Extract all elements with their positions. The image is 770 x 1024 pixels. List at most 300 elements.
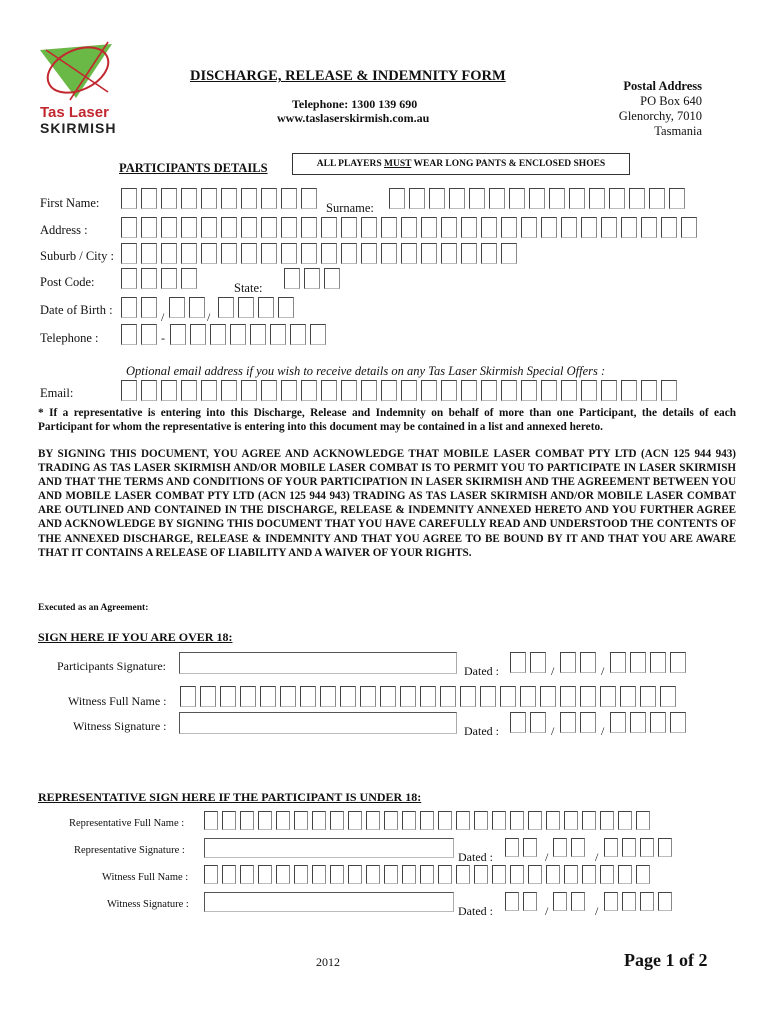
char-box[interactable] bbox=[521, 217, 537, 238]
over18-heading: SIGN HERE IF YOU ARE OVER 18: bbox=[38, 630, 233, 644]
witness-name-label: Witness Full Name : bbox=[68, 694, 167, 708]
notice-post: WEAR LONG PANTS & ENCLOSED SHOES bbox=[411, 159, 606, 169]
char-box[interactable] bbox=[366, 811, 380, 830]
participant-signature-box[interactable] bbox=[179, 652, 457, 674]
char-box[interactable] bbox=[681, 217, 697, 238]
char-box[interactable] bbox=[221, 188, 237, 209]
char-box[interactable] bbox=[640, 686, 656, 707]
char-box[interactable] bbox=[141, 297, 157, 318]
char-box[interactable] bbox=[258, 297, 274, 318]
telephone-dash: - bbox=[161, 331, 165, 345]
char-box[interactable] bbox=[181, 268, 197, 289]
char-box[interactable] bbox=[141, 324, 157, 345]
char-box[interactable] bbox=[636, 865, 650, 884]
rep-witness-date-year[interactable] bbox=[604, 892, 676, 911]
char-box[interactable] bbox=[204, 811, 218, 830]
char-box[interactable] bbox=[600, 811, 614, 830]
char-box[interactable] bbox=[492, 865, 506, 884]
rep-witness-signature-label: Witness Signature : bbox=[107, 899, 189, 910]
char-box[interactable] bbox=[461, 380, 477, 401]
char-box[interactable] bbox=[301, 380, 317, 401]
char-box[interactable] bbox=[529, 188, 545, 209]
char-box[interactable] bbox=[620, 686, 636, 707]
witness-date-month[interactable] bbox=[560, 712, 600, 733]
page-number: Page 1 of 2 bbox=[624, 950, 708, 970]
agreement-text: BY SIGNING THIS DOCUMENT, YOU AGREE AND ACKNOWLEDGE THAT MOBILE LASER COMBAT PTY LTD (ACN 125 944 943) TRADING AS TAS LASER SKIRMISH AND/OR MOBILE LASER COMBAT IS TO PERMIT YOU TO PARTICIPATE IN LASER SKIRMISH AND THAT THE TERMS AND CONDITIONS OF YOUR PARTICIPATION IN LASER SKIRMISH AND THE AGREEMENT BETWEEN YOU AND MOBILE LASER COMBAT PTY LTD (ACN 125 944 943) TRADING AS TAS LASER SKIRMISH AND/OR MOBILE LASER COMBAT ARE OUTLINED AND CONTAINED IN THE DISCHARGE, RELEASE & INDEMNITY ANNEXED HERETO AND YOU FURTHER AGREE AND ACKNOWLEDGE BY SIGNING THIS DOCUMENT THAT YOU HAVE CAREFULLY READ AND UNDERSTOOD THE CONTENTS OF THE ANNEXED DISCHARGE, RELEASE & INDEMNITY AND THAT YOU AGREE TO BE BOUND BY IT AND THAT YOU ARE AWARE THAT IT CONTAINS A RELEASE OF LIABILITY AND A WAIVER OF YOUR RIGHTS. bbox=[38, 448, 736, 559]
char-box[interactable] bbox=[610, 712, 626, 733]
char-box[interactable] bbox=[580, 712, 596, 733]
rep-date-day[interactable] bbox=[505, 838, 541, 857]
char-box[interactable] bbox=[440, 686, 456, 707]
char-box[interactable] bbox=[500, 686, 516, 707]
char-box[interactable] bbox=[281, 188, 297, 209]
dob-slash-1: / bbox=[161, 310, 165, 324]
char-box[interactable] bbox=[221, 217, 237, 238]
char-box[interactable] bbox=[461, 217, 477, 238]
char-box[interactable] bbox=[310, 324, 326, 345]
state-label: State: bbox=[234, 281, 263, 295]
char-box[interactable] bbox=[560, 686, 576, 707]
char-box[interactable] bbox=[324, 268, 340, 289]
char-box[interactable] bbox=[141, 188, 157, 209]
char-box[interactable] bbox=[181, 243, 197, 264]
char-box[interactable] bbox=[238, 297, 254, 318]
char-box[interactable] bbox=[510, 652, 526, 673]
char-box[interactable] bbox=[421, 243, 437, 264]
char-box[interactable] bbox=[180, 686, 196, 707]
char-box[interactable] bbox=[161, 243, 177, 264]
char-box[interactable] bbox=[121, 297, 137, 318]
char-box[interactable] bbox=[221, 380, 237, 401]
char-box[interactable] bbox=[456, 865, 470, 884]
char-box[interactable] bbox=[341, 217, 357, 238]
char-box[interactable] bbox=[241, 380, 257, 401]
website-text: www.taslaserskirmish.com.au bbox=[277, 111, 430, 125]
witness-name-boxes[interactable] bbox=[180, 686, 680, 707]
char-box[interactable] bbox=[312, 811, 326, 830]
char-box[interactable] bbox=[530, 712, 546, 733]
char-box[interactable] bbox=[456, 811, 470, 830]
rep-signature-box[interactable] bbox=[204, 838, 454, 858]
char-box[interactable] bbox=[261, 380, 277, 401]
char-box[interactable] bbox=[189, 297, 205, 318]
char-box[interactable] bbox=[604, 838, 618, 857]
char-box[interactable] bbox=[409, 188, 425, 209]
char-box[interactable] bbox=[190, 324, 206, 345]
char-box[interactable] bbox=[658, 838, 672, 857]
char-box[interactable] bbox=[438, 811, 452, 830]
char-box[interactable] bbox=[221, 243, 237, 264]
char-box[interactable] bbox=[402, 811, 416, 830]
char-box[interactable] bbox=[201, 243, 217, 264]
surname-boxes[interactable] bbox=[389, 188, 689, 209]
participant-date-slash-1: / bbox=[551, 664, 555, 678]
char-box[interactable] bbox=[560, 652, 576, 673]
char-box[interactable] bbox=[241, 243, 257, 264]
char-box[interactable] bbox=[141, 243, 157, 264]
char-box[interactable] bbox=[618, 811, 632, 830]
participant-date-year[interactable] bbox=[610, 652, 690, 673]
char-box[interactable] bbox=[528, 811, 542, 830]
char-box[interactable] bbox=[161, 380, 177, 401]
char-box[interactable] bbox=[510, 811, 524, 830]
char-box[interactable] bbox=[541, 217, 557, 238]
char-box[interactable] bbox=[501, 243, 517, 264]
witness-signature-label: Witness Signature : bbox=[73, 719, 167, 733]
char-box[interactable] bbox=[438, 865, 452, 884]
char-box[interactable] bbox=[161, 188, 177, 209]
char-box[interactable] bbox=[649, 188, 665, 209]
char-box[interactable] bbox=[505, 892, 519, 911]
char-box[interactable] bbox=[469, 188, 485, 209]
under18-heading: REPRESENTATIVE SIGN HERE IF THE PARTICIPANT IS UNDER 18: bbox=[38, 790, 422, 804]
char-box[interactable] bbox=[169, 297, 185, 318]
char-box[interactable] bbox=[441, 217, 457, 238]
state-boxes[interactable] bbox=[284, 268, 344, 289]
char-box[interactable] bbox=[220, 686, 236, 707]
char-box[interactable] bbox=[561, 380, 577, 401]
char-box[interactable] bbox=[650, 712, 666, 733]
char-box[interactable] bbox=[230, 324, 246, 345]
rep-signature-label: Representative Signature : bbox=[74, 845, 185, 856]
char-box[interactable] bbox=[141, 268, 157, 289]
witness-date-year[interactable] bbox=[610, 712, 690, 733]
rep-name-label: Representative Full Name : bbox=[69, 818, 185, 829]
char-box[interactable] bbox=[400, 686, 416, 707]
char-box[interactable] bbox=[381, 217, 397, 238]
char-box[interactable] bbox=[330, 865, 344, 884]
suburb-boxes[interactable] bbox=[121, 243, 521, 264]
dob-slash-2: / bbox=[207, 310, 211, 324]
char-box[interactable] bbox=[546, 811, 560, 830]
char-box[interactable] bbox=[609, 188, 625, 209]
char-box[interactable] bbox=[571, 892, 585, 911]
char-box[interactable] bbox=[210, 324, 226, 345]
char-box[interactable] bbox=[181, 188, 197, 209]
char-box[interactable] bbox=[553, 892, 567, 911]
representative-note: * If a representative is entering into this Discharge, Release and Indemnity on behalf of more than one Participant, the details of each Participant for whom the representative is entering into this document may be contained in a list and annexed hereto. bbox=[38, 407, 736, 433]
rep-witness-name-boxes[interactable] bbox=[204, 865, 654, 884]
char-box[interactable] bbox=[241, 188, 257, 209]
char-box[interactable] bbox=[381, 243, 397, 264]
char-box[interactable] bbox=[320, 686, 336, 707]
postal-address bbox=[619, 79, 702, 139]
char-box[interactable] bbox=[600, 686, 616, 707]
char-box[interactable] bbox=[240, 811, 254, 830]
char-box[interactable] bbox=[420, 811, 434, 830]
char-box[interactable] bbox=[474, 811, 488, 830]
char-box[interactable] bbox=[581, 217, 597, 238]
char-box[interactable] bbox=[361, 217, 377, 238]
char-box[interactable] bbox=[300, 686, 316, 707]
char-box[interactable] bbox=[571, 838, 585, 857]
char-box[interactable] bbox=[276, 811, 290, 830]
char-box[interactable] bbox=[421, 380, 437, 401]
char-box[interactable] bbox=[261, 217, 277, 238]
char-box[interactable] bbox=[581, 380, 597, 401]
email-boxes[interactable] bbox=[121, 380, 681, 401]
char-box[interactable] bbox=[640, 838, 654, 857]
char-box[interactable] bbox=[441, 380, 457, 401]
dob-day-boxes[interactable] bbox=[121, 297, 161, 318]
char-box[interactable] bbox=[222, 811, 236, 830]
rep-witness-name-label: Witness Full Name : bbox=[102, 872, 189, 883]
char-box[interactable] bbox=[622, 838, 636, 857]
char-box[interactable] bbox=[641, 380, 657, 401]
char-box[interactable] bbox=[348, 865, 362, 884]
first-name-boxes[interactable] bbox=[121, 188, 321, 209]
char-box[interactable] bbox=[181, 380, 197, 401]
char-box[interactable] bbox=[622, 892, 636, 911]
first-name-label: First Name: bbox=[40, 196, 100, 210]
footer-year: 2012 bbox=[316, 955, 340, 969]
optional-email-note: Optional email address if you wish to receive details on any Tas Laser Skirmish Special Offers : bbox=[126, 364, 606, 378]
char-box[interactable] bbox=[640, 892, 654, 911]
char-box[interactable] bbox=[201, 188, 217, 209]
char-box[interactable] bbox=[492, 811, 506, 830]
char-box[interactable] bbox=[170, 324, 186, 345]
participant-date-day[interactable] bbox=[510, 652, 550, 673]
participant-dated-label: Dated : bbox=[464, 664, 499, 678]
char-box[interactable] bbox=[276, 865, 290, 884]
char-box[interactable] bbox=[621, 380, 637, 401]
char-box[interactable] bbox=[528, 865, 542, 884]
char-box[interactable] bbox=[141, 380, 157, 401]
rep-witness-date-month[interactable] bbox=[553, 892, 589, 911]
char-box[interactable] bbox=[560, 712, 576, 733]
char-box[interactable] bbox=[201, 380, 217, 401]
char-box[interactable] bbox=[582, 811, 596, 830]
char-box[interactable] bbox=[505, 838, 519, 857]
char-box[interactable] bbox=[449, 188, 465, 209]
char-box[interactable] bbox=[281, 217, 297, 238]
char-box[interactable] bbox=[630, 652, 646, 673]
char-box[interactable] bbox=[523, 838, 537, 857]
char-box[interactable] bbox=[540, 686, 556, 707]
witness-date-day[interactable] bbox=[510, 712, 550, 733]
char-box[interactable] bbox=[384, 811, 398, 830]
surname-label: Surname: bbox=[326, 201, 374, 215]
char-box[interactable] bbox=[401, 217, 417, 238]
postal-line3: Tasmania bbox=[654, 124, 702, 138]
char-box[interactable] bbox=[301, 217, 317, 238]
rep-name-boxes[interactable] bbox=[204, 811, 654, 830]
char-box[interactable] bbox=[278, 297, 294, 318]
char-box[interactable] bbox=[240, 686, 256, 707]
char-box[interactable] bbox=[600, 865, 614, 884]
char-box[interactable] bbox=[250, 324, 266, 345]
char-box[interactable] bbox=[660, 686, 676, 707]
char-box[interactable] bbox=[284, 268, 300, 289]
char-box[interactable] bbox=[240, 865, 254, 884]
char-box[interactable] bbox=[402, 865, 416, 884]
char-box[interactable] bbox=[294, 865, 308, 884]
char-box[interactable] bbox=[121, 243, 137, 264]
char-box[interactable] bbox=[523, 892, 537, 911]
char-box[interactable] bbox=[589, 188, 605, 209]
char-box[interactable] bbox=[204, 865, 218, 884]
char-box[interactable] bbox=[636, 811, 650, 830]
char-box[interactable] bbox=[553, 838, 567, 857]
char-box[interactable] bbox=[121, 380, 137, 401]
dob-label: Date of Birth : bbox=[40, 303, 113, 317]
char-box[interactable] bbox=[604, 892, 618, 911]
char-box[interactable] bbox=[258, 811, 272, 830]
char-box[interactable] bbox=[509, 188, 525, 209]
char-box[interactable] bbox=[121, 217, 137, 238]
char-box[interactable] bbox=[601, 217, 617, 238]
char-box[interactable] bbox=[121, 324, 137, 345]
char-box[interactable] bbox=[361, 380, 377, 401]
char-box[interactable] bbox=[501, 380, 517, 401]
rep-witness-date-slash-1: / bbox=[545, 904, 549, 918]
executed-label: Executed as an Agreement: bbox=[38, 603, 149, 613]
address-label: Address : bbox=[40, 223, 88, 237]
char-box[interactable] bbox=[321, 217, 337, 238]
char-box[interactable] bbox=[580, 652, 596, 673]
char-box[interactable] bbox=[441, 243, 457, 264]
char-box[interactable] bbox=[461, 243, 477, 264]
char-box[interactable] bbox=[658, 892, 672, 911]
char-box[interactable] bbox=[582, 865, 596, 884]
char-box[interactable] bbox=[121, 188, 137, 209]
participant-date-month[interactable] bbox=[560, 652, 600, 673]
char-box[interactable] bbox=[280, 686, 296, 707]
char-box[interactable] bbox=[321, 243, 337, 264]
rep-witness-date-day[interactable] bbox=[505, 892, 541, 911]
char-box[interactable] bbox=[380, 686, 396, 707]
char-box[interactable] bbox=[161, 217, 177, 238]
telephone-number-boxes[interactable] bbox=[170, 324, 330, 345]
char-box[interactable] bbox=[564, 865, 578, 884]
char-box[interactable] bbox=[420, 865, 434, 884]
char-box[interactable] bbox=[141, 217, 157, 238]
char-box[interactable] bbox=[510, 865, 524, 884]
rep-date-year[interactable] bbox=[604, 838, 676, 857]
char-box[interactable] bbox=[361, 243, 377, 264]
char-box[interactable] bbox=[661, 217, 677, 238]
char-box[interactable] bbox=[341, 380, 357, 401]
char-box[interactable] bbox=[281, 380, 297, 401]
char-box[interactable] bbox=[420, 686, 436, 707]
char-box[interactable] bbox=[569, 188, 585, 209]
char-box[interactable] bbox=[549, 188, 565, 209]
char-box[interactable] bbox=[630, 712, 646, 733]
rep-date-slash-2: / bbox=[595, 850, 599, 864]
char-box[interactable] bbox=[401, 380, 417, 401]
char-box[interactable] bbox=[670, 652, 686, 673]
char-box[interactable] bbox=[260, 686, 276, 707]
char-box[interactable] bbox=[481, 380, 497, 401]
participants-heading: PARTICIPANTS DETAILS bbox=[119, 161, 268, 175]
char-box[interactable] bbox=[541, 380, 557, 401]
char-box[interactable] bbox=[641, 217, 657, 238]
char-box[interactable] bbox=[580, 686, 596, 707]
dob-year-boxes[interactable] bbox=[218, 297, 298, 318]
char-box[interactable] bbox=[181, 217, 197, 238]
char-box[interactable] bbox=[621, 217, 637, 238]
char-box[interactable] bbox=[321, 380, 337, 401]
char-box[interactable] bbox=[501, 217, 517, 238]
char-box[interactable] bbox=[348, 811, 362, 830]
char-box[interactable] bbox=[222, 865, 236, 884]
char-box[interactable] bbox=[618, 865, 632, 884]
char-box[interactable] bbox=[521, 380, 537, 401]
char-box[interactable] bbox=[270, 324, 286, 345]
char-box[interactable] bbox=[258, 865, 272, 884]
char-box[interactable] bbox=[510, 712, 526, 733]
char-box[interactable] bbox=[421, 217, 437, 238]
char-box[interactable] bbox=[360, 686, 376, 707]
char-box[interactable] bbox=[561, 217, 577, 238]
char-box[interactable] bbox=[474, 865, 488, 884]
char-box[interactable] bbox=[481, 217, 497, 238]
telephone-label: Telephone : bbox=[40, 331, 99, 345]
char-box[interactable] bbox=[669, 188, 685, 209]
char-box[interactable] bbox=[290, 324, 306, 345]
witness-signature-box[interactable] bbox=[179, 712, 457, 734]
char-box[interactable] bbox=[480, 686, 496, 707]
dob-month-boxes[interactable] bbox=[169, 297, 209, 318]
char-box[interactable] bbox=[121, 268, 137, 289]
char-box[interactable] bbox=[384, 865, 398, 884]
char-box[interactable] bbox=[389, 188, 405, 209]
char-box[interactable] bbox=[661, 380, 677, 401]
char-box[interactable] bbox=[381, 380, 397, 401]
char-box[interactable] bbox=[304, 268, 320, 289]
post-code-boxes[interactable] bbox=[121, 268, 201, 289]
char-box[interactable] bbox=[366, 865, 380, 884]
char-box[interactable] bbox=[218, 297, 234, 318]
char-box[interactable] bbox=[429, 188, 445, 209]
char-box[interactable] bbox=[481, 243, 497, 264]
char-box[interactable] bbox=[601, 380, 617, 401]
address-boxes[interactable] bbox=[121, 217, 701, 238]
char-box[interactable] bbox=[201, 217, 217, 238]
char-box[interactable] bbox=[294, 811, 308, 830]
char-box[interactable] bbox=[489, 188, 505, 209]
char-box[interactable] bbox=[564, 811, 578, 830]
char-box[interactable] bbox=[261, 243, 277, 264]
char-box[interactable] bbox=[301, 188, 317, 209]
rep-date-month[interactable] bbox=[553, 838, 589, 857]
char-box[interactable] bbox=[200, 686, 216, 707]
char-box[interactable] bbox=[281, 243, 297, 264]
char-box[interactable] bbox=[340, 686, 356, 707]
participant-signature-label: Participants Signature: bbox=[57, 659, 166, 673]
char-box[interactable] bbox=[241, 217, 257, 238]
char-box[interactable] bbox=[530, 652, 546, 673]
char-box[interactable] bbox=[330, 811, 344, 830]
telephone-area-boxes[interactable] bbox=[121, 324, 161, 345]
char-box[interactable] bbox=[301, 243, 317, 264]
char-box[interactable] bbox=[629, 188, 645, 209]
char-box[interactable] bbox=[546, 865, 560, 884]
rep-witness-signature-box[interactable] bbox=[204, 892, 454, 912]
char-box[interactable] bbox=[312, 865, 326, 884]
postal-heading: Postal Address bbox=[623, 79, 702, 93]
char-box[interactable] bbox=[460, 686, 476, 707]
char-box[interactable] bbox=[401, 243, 417, 264]
char-box[interactable] bbox=[341, 243, 357, 264]
char-box[interactable] bbox=[520, 686, 536, 707]
char-box[interactable] bbox=[161, 268, 177, 289]
char-box[interactable] bbox=[610, 652, 626, 673]
char-box[interactable] bbox=[670, 712, 686, 733]
notice-must: MUST bbox=[384, 159, 412, 169]
char-box[interactable] bbox=[650, 652, 666, 673]
char-box[interactable] bbox=[261, 188, 277, 209]
